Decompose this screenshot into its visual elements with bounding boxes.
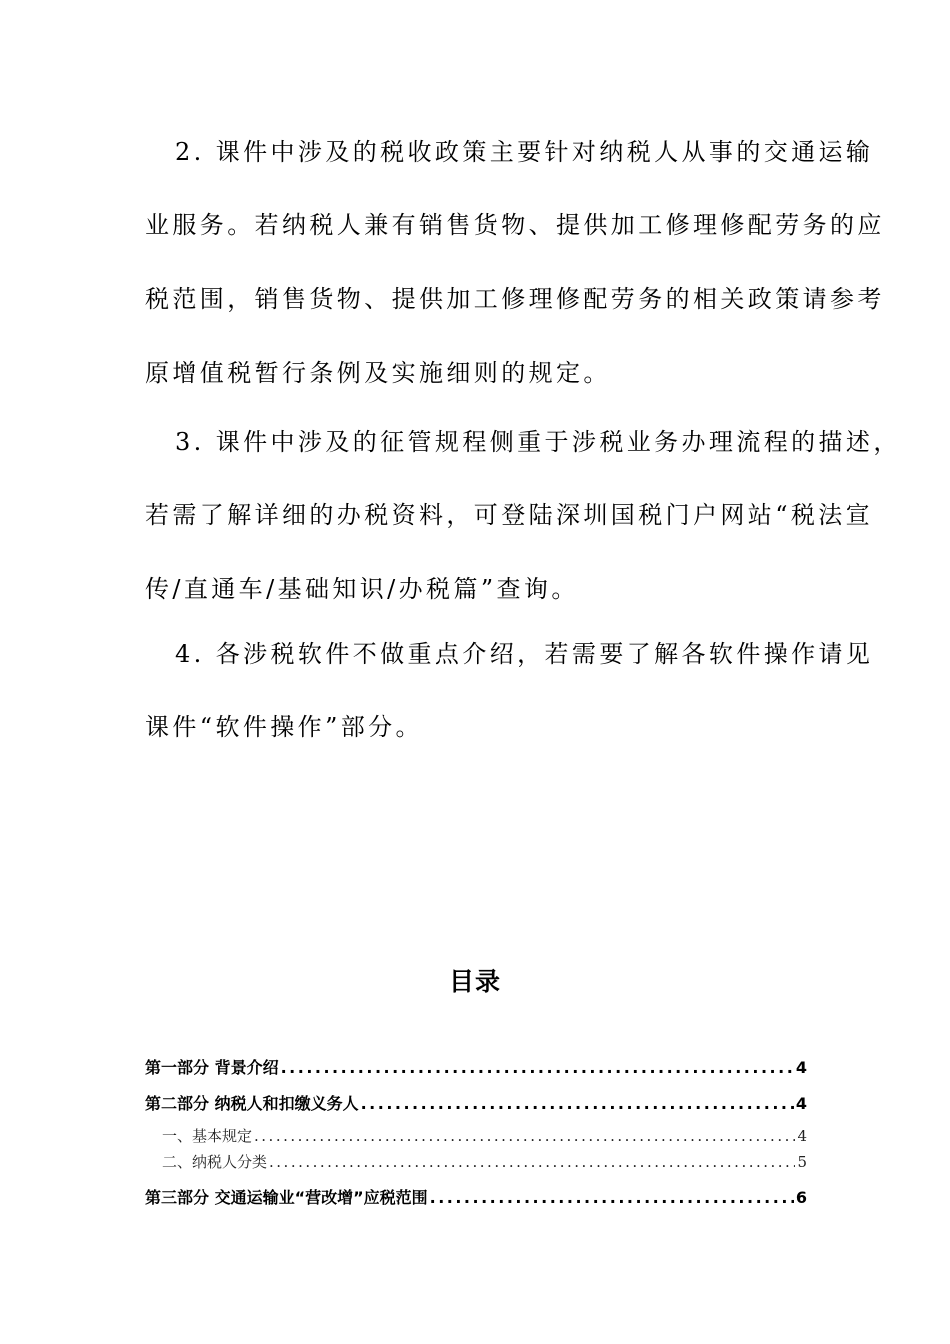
paragraph-2-line-3: 税范围，销售货物、提供加工修理修配劳务的相关政策请参考 xyxy=(145,285,885,313)
toc-dot-leader xyxy=(361,1094,794,1113)
paragraph-4-line-1: 4. 各涉税软件不做重点介绍，若需要了解各软件操作请见 xyxy=(175,640,874,668)
toc-entry-page: 6 xyxy=(795,1188,807,1207)
toc-subentry[interactable] xyxy=(162,1125,807,1146)
toc-entry-page: 5 xyxy=(797,1153,807,1171)
toc-entry-label: 第二部分 纳税人和扣缴义务人 xyxy=(145,1094,359,1113)
toc-entry-page: 4 xyxy=(795,1094,807,1113)
paragraph-2-line-4: 原增值税暂行条例及实施细则的规定。 xyxy=(145,359,611,387)
toc-dot-leader xyxy=(269,1153,795,1171)
paragraph-4-line-2: 课件“软件操作”部分。 xyxy=(145,713,423,741)
toc-entry-label: 第三部分 交通运输业“营改增”应税范围 xyxy=(145,1188,428,1207)
toc-entry[interactable] xyxy=(145,1185,807,1208)
toc-dot-leader xyxy=(254,1127,795,1145)
toc-entry-label: 第一部分 背景介绍 xyxy=(145,1058,279,1077)
paragraph-3-line-1: 3. 课件中涉及的征管规程侧重于涉税业务办理流程的描述， xyxy=(175,428,901,456)
toc-entry-label: 一、基本规定 xyxy=(162,1127,253,1145)
toc-subentry[interactable] xyxy=(162,1151,807,1172)
toc-entry[interactable] xyxy=(145,1055,807,1078)
paragraph-2-line-1: 2. 课件中涉及的税收政策主要针对纳税人从事的交通运输 xyxy=(175,138,874,166)
toc-entry-page: 4 xyxy=(795,1058,807,1077)
toc-entry-page: 4 xyxy=(797,1127,807,1145)
toc-title: 目录 xyxy=(448,967,501,996)
toc-dot-leader xyxy=(430,1188,794,1207)
toc-dot-leader xyxy=(281,1058,794,1077)
paragraph-3-line-2: 若需了解详细的办税资料，可登陆深圳国税门户网站“税法宣 xyxy=(145,501,874,529)
toc-entry[interactable] xyxy=(145,1091,807,1114)
toc-entry-label: 二、纳税人分类 xyxy=(162,1153,268,1171)
paragraph-2-line-2: 业服务。若纳税人兼有销售货物、提供加工修理修配劳务的应 xyxy=(145,211,885,239)
paragraph-3-line-3: 传/直通车/基础知识/办税篇”查询。 xyxy=(145,575,579,603)
